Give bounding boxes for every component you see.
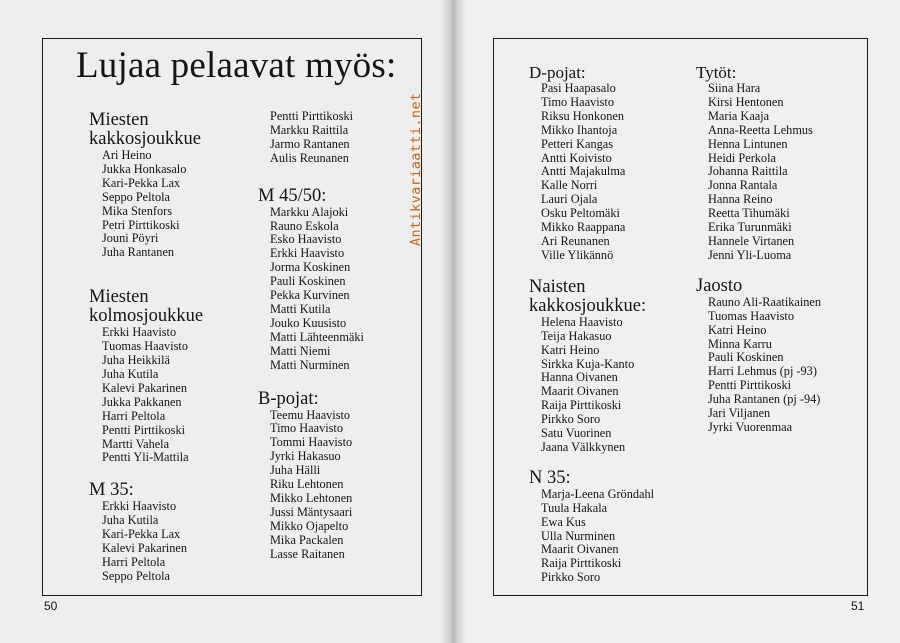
member-name: Erkki Haavisto	[270, 246, 345, 261]
member-name: Kalevi Pakarinen	[102, 541, 188, 556]
member-name: Mikko Ojapelto	[270, 518, 349, 533]
member-list	[258, 206, 364, 373]
member-name: Juha Hälli	[270, 463, 321, 478]
section-m35	[89, 481, 203, 583]
member-name: Riku Lehtonen	[270, 477, 344, 492]
section-heading: D-pojat:	[529, 63, 586, 82]
member-name: Katri Heino	[541, 342, 600, 357]
member-name: Timo Haavisto	[541, 94, 614, 109]
member-name: Harri Peltola	[102, 408, 166, 423]
member-name: Seppo Peltola	[102, 568, 170, 583]
section-heading: B-pojat:	[258, 388, 319, 409]
member-name: Matti Niemi	[270, 343, 331, 358]
member-name: Osku Peltomäki	[541, 206, 620, 221]
member-name: Jaana Välkkynen	[541, 439, 626, 454]
member-name: Tuomas Haavisto	[708, 308, 794, 323]
member-name: Matti Nurminen	[270, 357, 350, 372]
member-name: Sirkka Kuja-Kanto	[541, 356, 635, 371]
member-name: Kirsi Hentonen	[708, 94, 784, 109]
member-name: Ulla Nurminen	[541, 528, 616, 543]
member-list	[696, 82, 821, 263]
section-heading: Jaosto	[696, 275, 743, 296]
member-name: Henna Lintunen	[708, 136, 788, 151]
section-heading: M 35:	[89, 480, 134, 501]
member-name: Hannele Virtanen	[708, 233, 795, 248]
watermark-text: Antikvariaatti.net	[408, 92, 424, 246]
member-name: Juha Rantanen (pj -94)	[708, 392, 821, 407]
member-name: Heidi Perkola	[708, 150, 776, 165]
member-name: Matti Kutila	[270, 301, 331, 316]
member-name: Kari-Pekka Lax	[102, 527, 181, 542]
member-name: Juha Kutila	[102, 366, 159, 381]
member-name: Helena Haavisto	[541, 314, 623, 329]
member-name: Raija Pirttikoski	[541, 556, 622, 571]
member-name: Ari Reunanen	[541, 233, 610, 248]
member-name: Juha Kutila	[102, 513, 159, 528]
member-name: Jari Viljanen	[708, 406, 771, 421]
member-name: Johanna Raittila	[708, 164, 788, 179]
member-name: Jukka Honkasalo	[102, 161, 187, 176]
book-gutter	[440, 0, 466, 643]
member-name: Pauli Koskinen	[270, 274, 346, 289]
member-name: Katri Heino	[708, 322, 767, 337]
section-heading: M 45/50:	[258, 185, 327, 206]
member-name: Seppo Peltola	[102, 189, 170, 204]
page-number-right: 51	[851, 599, 865, 613]
member-name: Hanna Oivanen	[541, 370, 618, 385]
right-column-1	[529, 64, 654, 585]
member-name: Raija Pirttikoski	[541, 398, 622, 413]
member-name: Juha Rantanen	[102, 245, 175, 260]
member-name: Mikko Lehtonen	[270, 490, 353, 505]
section-miesten-kakkosjoukkue	[89, 111, 203, 260]
member-name: Juha Heikkilä	[102, 353, 170, 368]
member-name: Teija Hakasuo	[541, 328, 612, 343]
member-name: Mikko Raappana	[541, 220, 626, 235]
member-name: Teemu Haavisto	[270, 407, 351, 422]
member-name: Maarit Oivanen	[541, 542, 619, 557]
member-list	[529, 316, 654, 455]
section-jaosto	[696, 277, 821, 435]
member-name: Rauno Ali-Raatikainen	[708, 294, 822, 309]
section-tytot	[696, 64, 821, 263]
member-name: Tommi Haavisto	[270, 435, 353, 450]
member-name: Esko Haavisto	[270, 232, 342, 247]
member-name: Erkki Haavisto	[102, 325, 177, 340]
member-name: Hanna Reino	[708, 192, 773, 207]
left-column-2	[258, 110, 364, 561]
member-name: Ewa Kus	[541, 514, 586, 529]
section-n35	[529, 469, 654, 585]
page-title: Lujaa pelaavat myös:	[76, 45, 397, 86]
section-b-pojat	[258, 390, 364, 562]
member-name: Mika Stenfors	[102, 203, 173, 218]
section-m45-50	[258, 187, 364, 373]
member-name: Maarit Oivanen	[541, 384, 619, 399]
member-name: Martti Vahela	[102, 436, 170, 451]
member-name: Kalle Norri	[541, 178, 598, 193]
member-name: Jussi Mäntysaari	[270, 504, 353, 519]
member-name: Jenni Yli-Luoma	[708, 247, 792, 262]
member-name: Petri Pirttikoski	[102, 217, 180, 232]
member-list	[258, 110, 364, 166]
member-name: Pentti Pirttikoski	[708, 378, 792, 393]
member-name: Harri Peltola	[102, 554, 166, 569]
member-name: Ari Heino	[102, 148, 152, 162]
section-continued	[258, 110, 364, 166]
member-name: Satu Vuorinen	[541, 426, 612, 441]
member-list	[89, 326, 203, 465]
member-list	[696, 296, 821, 435]
member-name: Reetta Tihumäki	[708, 206, 790, 221]
member-name: Jorma Koskinen	[270, 260, 351, 275]
member-name: Siina Hara	[708, 81, 761, 95]
section-heading-line-1: Miesten	[89, 287, 149, 308]
member-name: Maria Kaaja	[708, 108, 770, 123]
member-name: Markku Raittila	[270, 122, 349, 137]
member-name: Minna Karru	[708, 336, 772, 351]
member-name: Pasi Haapasalo	[541, 81, 616, 95]
member-name: Antti Koivisto	[541, 150, 612, 165]
member-name: Aulis Reunanen	[270, 150, 349, 165]
member-list	[258, 409, 364, 562]
member-name: Mikko Ihantoja	[541, 122, 618, 137]
section-heading: N 35:	[529, 467, 571, 488]
section-heading-line-2: kakkosjoukkue:	[529, 295, 647, 316]
member-name: Pentti Pirttikoski	[102, 422, 186, 437]
section-heading: Tytöt:	[696, 63, 737, 82]
member-list	[529, 488, 654, 585]
member-name: Kalevi Pakarinen	[102, 380, 188, 395]
member-name: Tuomas Haavisto	[102, 339, 188, 354]
member-name: Jyrki Hakasuo	[270, 449, 341, 464]
member-name: Pekka Kurvinen	[270, 288, 350, 303]
member-name: Harri Lehmus (pj -93)	[708, 364, 817, 379]
member-name: Pentti Yli-Mattila	[102, 450, 189, 465]
member-name: Tuula Hakala	[541, 500, 608, 515]
page-number-left: 50	[44, 599, 58, 613]
member-name: Jouko Kuusisto	[270, 315, 347, 330]
member-name: Pirkko Soro	[541, 570, 601, 585]
member-name: Mika Packalen	[270, 532, 344, 547]
section-heading-line-2: kolmosjoukkue	[89, 306, 204, 327]
member-list	[89, 149, 203, 260]
member-name: Matti Lähteenmäki	[270, 329, 364, 344]
member-name: Kari-Pekka Lax	[102, 175, 181, 190]
section-miesten-kolmosjoukkue	[89, 288, 203, 465]
member-name: Pentti Pirttikoski	[270, 109, 354, 123]
member-name: Antti Majakulma	[541, 164, 626, 179]
member-list	[89, 500, 203, 583]
member-name: Rauno Eskola	[270, 218, 339, 233]
section-heading-line-2: kakkosjoukkue	[89, 129, 202, 149]
member-name: Petteri Kangas	[541, 136, 614, 151]
section-heading-line-1: Miesten	[89, 110, 149, 130]
member-name: Marja-Leena Gröndahl	[541, 486, 655, 501]
member-name: Jonna Rantala	[708, 178, 778, 193]
member-name: Lasse Raitanen	[270, 546, 345, 561]
member-name: Erika Turunmäki	[708, 220, 792, 235]
member-name: Jarmo Rantanen	[270, 136, 350, 151]
member-name: Lauri Ojala	[541, 192, 598, 207]
section-naisten-kakkosjoukkue	[529, 278, 654, 455]
member-list	[529, 82, 654, 263]
member-name: Erkki Haavisto	[102, 499, 177, 514]
member-name: Jukka Pakkanen	[102, 394, 182, 409]
member-name: Markku Alajoki	[270, 204, 349, 219]
member-name: Pauli Koskinen	[708, 350, 784, 365]
right-column-2	[696, 64, 821, 435]
member-name: Riksu Honkonen	[541, 108, 625, 123]
member-name: Pirkko Soro	[541, 412, 601, 427]
member-name: Ville Ylikännö	[541, 247, 614, 262]
left-column-1	[89, 111, 203, 584]
section-d-pojat	[529, 64, 654, 263]
member-name: Jyrki Vuorenmaa	[708, 419, 793, 434]
section-heading-line-1: Naisten	[529, 276, 586, 297]
member-name: Timo Haavisto	[270, 421, 343, 436]
member-name: Anna-Reetta Lehmus	[708, 122, 813, 137]
member-name: Jouni Pöyri	[102, 231, 159, 246]
